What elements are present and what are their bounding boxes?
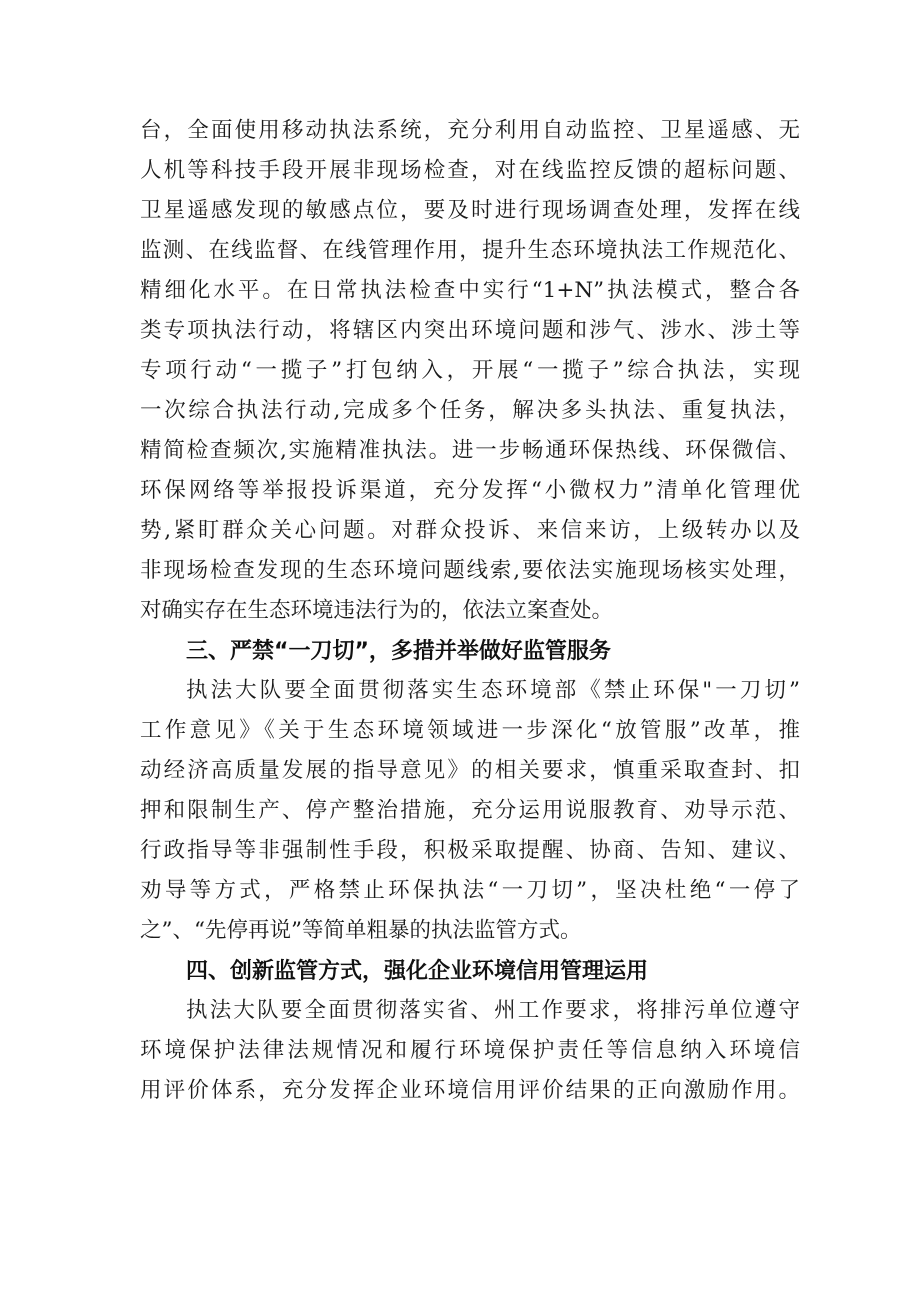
paragraph-line: 劝导等方式，严格禁止环保执法“一刀切”，坚决杜绝“一停了 <box>140 878 800 903</box>
paragraph-line: 人机等科技手段开展非现场检查，对在线监控反馈的超标问题、 <box>140 158 800 183</box>
paragraph-line: 执法大队要全面贯彻落实省、州工作要求，将排污单位遵守 <box>186 998 800 1023</box>
paragraph-line: 非现场检查发现的生态环境问题线索,要依法实施现场核实处理， <box>140 558 800 583</box>
paragraph-line: 专项行动“一揽子”打包纳入，开展“一揽子”综合执法，实现 <box>140 358 800 383</box>
paragraph-line: 台，全面使用移动执法系统，充分利用自动监控、卫星遥感、无 <box>140 118 800 143</box>
paragraph-line: 势,紧盯群众关心问题。对群众投诉、来信来访，上级转办以及 <box>140 518 800 543</box>
paragraph-line: 环保网络等举报投诉渠道，充分发挥“小微权力”清单化管理优 <box>140 478 800 503</box>
paragraph-line: 类专项执法行动，将辖区内突出环境问题和涉气、涉水、涉土等 <box>140 318 800 343</box>
paragraph-line: 监测、在线监督、在线管理作用，提升生态环境执法工作规范化、 <box>140 238 800 263</box>
paragraph-line: 精简检查频次,实施精准执法。进一步畅通环保热线、环保微信、 <box>140 438 800 463</box>
paragraph-line: 一次综合执法行动,完成多个任务，解决多头执法、重复执法， <box>140 398 800 423</box>
paragraph-line: 对确实存在生态环境违法行为的，依法立案查处。 <box>140 598 614 623</box>
section-heading-3: 三、严禁“一刀切”，多措并举做好监管服务 <box>186 639 611 664</box>
paragraph-line: 环境保护法律法规情况和履行环境保护责任等信息纳入环境信 <box>140 1038 800 1063</box>
paragraph-line: 卫星遥感发现的敏感点位，要及时进行现场调查处理，发挥在线 <box>140 198 800 223</box>
paragraph-line: 押和限制生产、停产整治措施，充分运用说服教育、劝导示范、 <box>140 798 800 823</box>
section-heading-4: 四、创新监管方式，强化企业环境信用管理运用 <box>186 959 649 984</box>
paragraph-line: 动经济高质量发展的指导意见》的相关要求，慎重采取查封、扣 <box>140 758 800 783</box>
paragraph-line: 用评价体系，充分发挥企业环境信用评价结果的正向激励作用。 <box>140 1078 800 1103</box>
paragraph-line: 精细化水平。在日常执法检查中实行“1+N”执法模式，整合各 <box>140 278 800 303</box>
paragraph-line: 执法大队要全面贯彻落实生态环境部《禁止环保"一刀切” <box>186 678 800 703</box>
paragraph-line: 工作意见》《关于生态环境领域进一步深化“放管服”改革，推 <box>140 718 800 743</box>
paragraph-line: 行政指导等非强制性手段，积极采取提醒、协商、告知、建议、 <box>140 838 800 863</box>
paragraph-line: 之”、“先停再说”等简单粗暴的执法监管方式。 <box>140 918 582 943</box>
